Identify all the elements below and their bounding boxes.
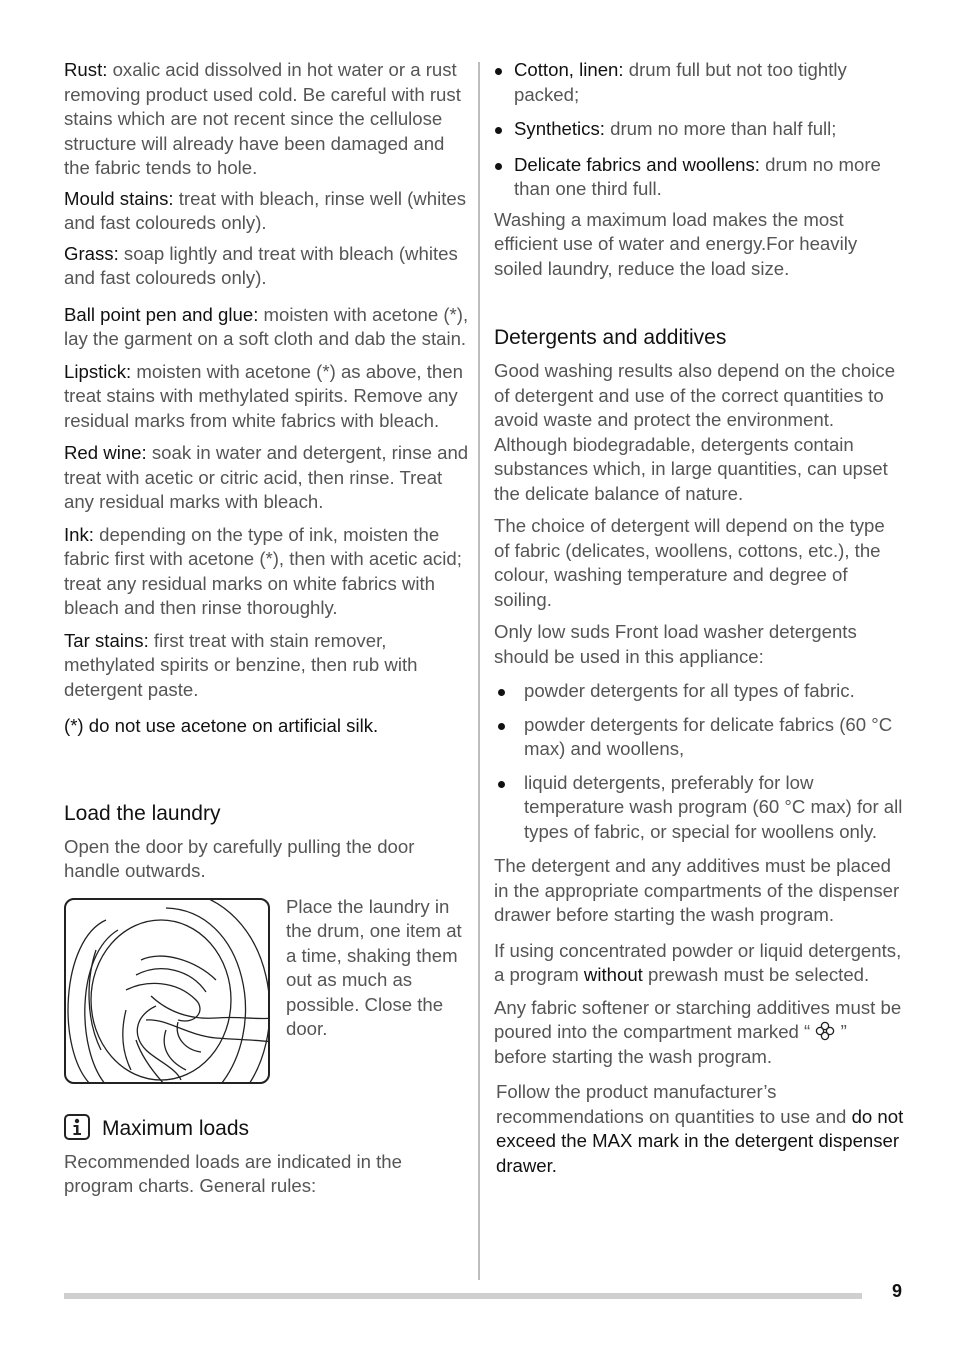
bullet-icon xyxy=(498,689,505,696)
load-laundry-intro: Open the door by carefully pulling the door handle outwards. xyxy=(64,835,415,881)
bullet-icon xyxy=(495,127,502,134)
bullet-icon xyxy=(498,781,505,788)
load-figure-block xyxy=(64,895,469,1094)
stain-item: Grass: soap lightly and treat with bleach (whites and fast coloureds only). xyxy=(64,242,458,288)
list-item: Cotton, linen: drum full but not too tightly packed; xyxy=(494,58,904,107)
list-item: powder detergents for all types of fabric. xyxy=(494,679,904,704)
laundry-drum-illustration xyxy=(64,898,270,1084)
softener-paragraph: Any fabric softener or starching additives must be poured into the compartment marked “ ” before starting the wash program. xyxy=(494,996,902,1067)
bullet-icon xyxy=(498,723,505,730)
max-load-note: Washing a maximum load makes the most efficient use of water and energy.For heavily soiled laundry, reduce the load size. xyxy=(494,208,858,279)
right-column xyxy=(494,58,904,1178)
concentrated-detergent-paragraph: If using concentrated powder or liquid detergents, a program without prewash must be selected. xyxy=(494,939,902,985)
stain-list xyxy=(64,58,469,702)
list-item: Delicate fabrics and woollens: drum no more than one third full. xyxy=(494,153,904,202)
bullet-icon xyxy=(495,163,502,170)
maximum-loads-intro: Recommended loads are indicated in the program charts. General rules: xyxy=(64,1150,402,1196)
maximum-loads-heading-row xyxy=(64,1114,469,1144)
detergents-paragraph: The choice of detergent will depend on the type of fabric (delicates, woollens, cottons, etc.), the colour, washing temperature and degree of soiling. xyxy=(494,515,885,610)
acetone-note: (*) do not use acetone on artificial silk. xyxy=(64,715,379,736)
footer-bar xyxy=(64,1293,862,1299)
page-number: 9 xyxy=(891,1281,902,1301)
info-icon xyxy=(64,1114,90,1140)
left-column xyxy=(64,58,469,1199)
stain-item: Lipstick: moisten with acetone (*) as above, then treat stains with methylated spirits. Remove any residual marks from white fabrics with bleach. xyxy=(64,360,463,431)
stain-item: Ball point pen and glue: moisten with acetone (*), lay the garment on a soft cloth and dab the stain. xyxy=(64,303,469,349)
list-item: powder detergents for delicate fabrics (60 °C max) and woollens, xyxy=(494,713,904,762)
maximum-loads-heading: Maximum loads xyxy=(102,1116,250,1140)
stain-item: Red wine: soak in water and detergent, rinse and treat with acetic or citric acid, then rinse. Treat any residual marks with bleach. xyxy=(64,442,469,512)
detergents-paragraph: Only low suds Front load washer detergents should be used in this appliance: xyxy=(494,621,857,667)
load-side-text: Place the laundry in the drum, one item at a time, shaking them out as much as possible. Close the door. xyxy=(286,895,462,1039)
load-laundry-heading: Load the laundry xyxy=(64,801,221,825)
stain-item: Tar stains: first treat with stain remover, methylated spirits or benzine, then rub with detergent paste. xyxy=(64,629,418,700)
detergents-paragraph: Good washing results also depend on the choice of detergent and use of the correct quantities to avoid waste and protect the environment. Although biodegradable, detergents contain substances which, in large quantities, can upset the delicate balance of nature. xyxy=(494,360,896,504)
list-item: Synthetics: drum no more than half full; xyxy=(494,117,904,142)
detergents-paragraph: The detergent and any additives must be placed in the appropriate compartments of the dispenser drawer before starting the wash program. xyxy=(494,855,900,925)
stain-item: Rust: oxalic acid dissolved in hot water or a rust removing product used cold. Be careful with rust stains which are not recent since the cellulose structure will already have been damaged and the fabric tends to hole. xyxy=(64,59,461,178)
detergent-types-list xyxy=(494,679,904,844)
flower-icon xyxy=(815,1021,835,1041)
load-rules-list xyxy=(494,58,904,202)
manufacturer-paragraph: Follow the product manufacturer’s recommendations on quantities to use and do not exceed the MAX mark in the detergent dispenser drawer. xyxy=(496,1081,904,1176)
column-divider xyxy=(478,62,480,1280)
stain-item: Ink: depending on the type of ink, moisten the fabric first with acetone (*), then with acetic acid; treat any residual marks on white fabrics with bleach and then rinse thoroughly. xyxy=(64,523,462,618)
stain-item: Mould stains: treat with bleach, rinse well (whites and fast coloureds only). xyxy=(64,187,467,233)
list-item: liquid detergents, preferably for low temperature wash program (60 °C max) for all types of fabric, or special for woollens only. xyxy=(494,771,904,845)
bullet-icon xyxy=(495,68,502,75)
detergents-heading: Detergents and additives xyxy=(494,326,727,349)
